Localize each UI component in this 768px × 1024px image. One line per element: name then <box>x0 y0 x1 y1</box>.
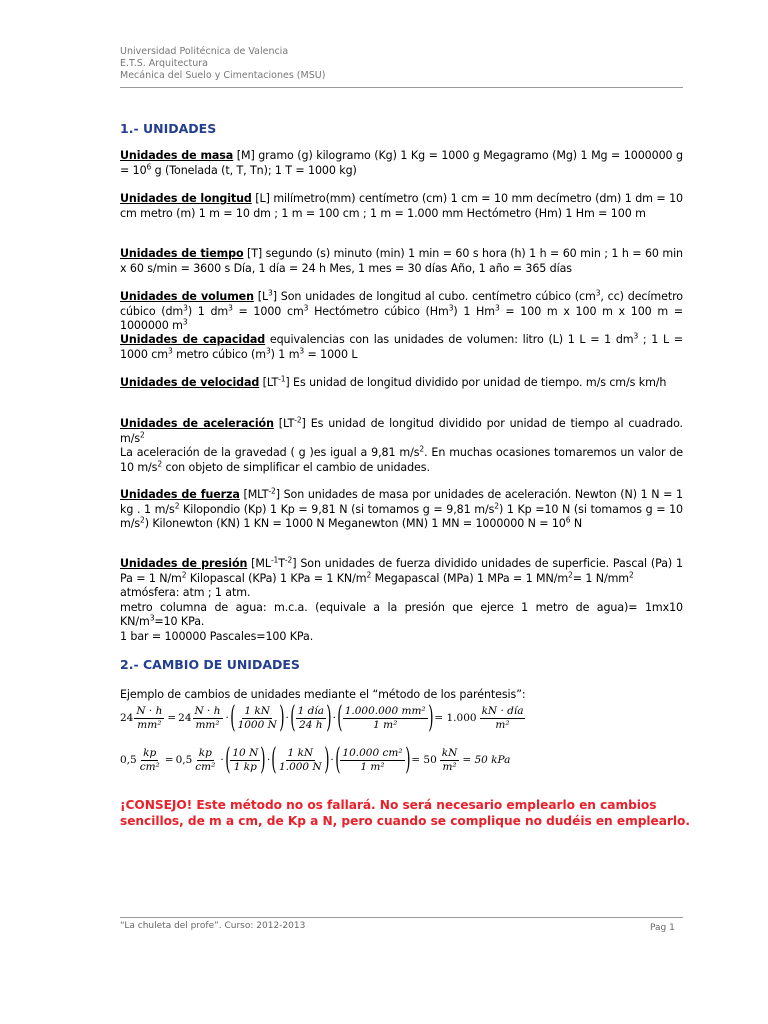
header-school: E.T.S. Arquitectura <box>120 58 208 69</box>
header-divider <box>120 87 683 88</box>
paragraph-masa: Unidades de masa [M] gramo (g) kilogramo (Kg) 1 Kg = 1000 g Megagramo (Mg) 1 Mg = 1000000 $g = 10^6$ g (Tonelada (t, T, Tn); 1 T = 1000 kg) <box>120 149 684 177</box>
page-number: Pag 1 <box>650 923 675 933</box>
footer-divider <box>120 917 683 918</box>
paragraph-intro-cambio: Ejemplo de cambios de unidades mediante el “método de los paréntesis”: <box>120 688 526 701</box>
advice-note: ¡CONSEJO! Este método no os fallará. No será necesario emplearlo en cambios sencillos, de m a cm, de Kp a N, pero cuando se complique no dudéis en emplearlo. <box>120 798 690 828</box>
section-1-title: 1.- UNIDADES <box>120 121 217 136</box>
term-capacidad: Unidades de capacidad <box>120 333 266 346</box>
paragraph-velocidad: Unidades de velocidad $[LT^{-1}]$ Es unidad de longitud dividido por unidad de tiempo. m/s cm/s km/h <box>120 374 667 389</box>
equation-1: 24 $\frac{N \cdot h}{\text{mm²}}$ = 24 $\frac{N \cdot h}{\text{mm²}}$ · ( $\frac{1 kN}{1000 N}$ ) · ( $\frac{\text{1 día}}{24 h}$ ) · ( $\frac{\text{1.000.000 mm²}}{\text{1 m²}}$ ) = 1.000 $\frac{\text{kN · día}}{\text{m²}}$ <box>120 700 524 735</box>
paragraph-tiempo: Unidades de tiempo [T] segundo (s) minuto (min) 1 min = 60 s hora (h) 1 h = 60 min ; 1 h = 60 min x 60 s/min = 3600 s Día, 1 día = 24 h Mes, 1 mes = 30 días Año, 1 año = 365 días <box>120 247 683 275</box>
paragraph-volumen: Unidades de volumen $[L^3]$ Son unidades de longitud al cubo. centímetro cúbico ($cm^3$, cc) decímetro cúbico $(dm^3)$ 1 $dm^3 = 1000$ $cm^3$ Hectómetro cúbico (Hm$^3$) 1 $Hm^3 = 100$ m x 100 m x 100 m = 1000000 $m^3$ <box>120 288 683 332</box>
equation-2: 0,5 $\frac{kp}{\text{cm²}}$ = 0,5 $\frac{kp}{\text{cm²}}$ · ( $\frac{10 N}{1 kp}$ ) · ( $\frac{1 kN}{1.000 N}$ ) · ( $\frac{\text{10.000 cm²}}{\text{1 m²}}$ ) = 50 $\frac{kN}{\text{m²}}$ = 50 kPa <box>120 742 511 777</box>
paragraph-capacidad: Unidades de capacidad equivalencias con las unidades de volumen: litro (L) 1 L = 1 $dm^3$ ; 1 L = 1000 $cm^3$ metro cúbico $(m^3)$ 1 $m^3 = 1000$ L <box>120 331 684 361</box>
term-volumen: Unidades de volumen <box>120 290 254 303</box>
paragraph-presion: Unidades de presión $[ML^{-1}T^{-2}]$ Son unidades de fuerza dividido unidades de superficie. Pascal (Pa) 1 Pa = 1 $N/m^2$ Kilopascal (KPa) 1 KPa = 1 $KN/m^2$ Megapascal (MPa) 1 MPa = 1 $MN/m^2= 1$ $N/mm^2$ atmósfera: atm ; 1 atm. metro columna de agua: m.c.a. (equivale a la presión que ejerce 1 metro de agua)= 1mx10 $KN/m^3=10$ KPa. 1 bar = 100000 Pascales=100 KPa. <box>120 555 683 643</box>
term-masa: Unidades de masa <box>120 149 234 162</box>
term-aceleracion: Unidades de aceleración <box>120 417 274 430</box>
term-fuerza: Unidades de fuerza <box>120 488 240 501</box>
paragraph-longitud: Unidades de longitud [L] milímetro(mm) centímetro (cm) 1 cm = 10 mm decímetro (dm) 1 dm = 10 cm metro (m) 1 m = 10 dm ; 1 m = 100 cm ; 1 m = 1.000 mm Hectómetro (Hm) 1 Hm = 100 m <box>120 192 683 220</box>
header-university: Universidad Politécnica de Valencia <box>120 46 289 57</box>
footer-course-label: “La chuleta del profe”. Curso: 2012-2013 <box>120 921 306 931</box>
page-header <box>120 46 325 82</box>
term-longitud: Unidades de longitud <box>120 192 252 205</box>
term-tiempo: Unidades de tiempo <box>120 247 244 260</box>
paragraph-aceleracion: Unidades de aceleración $[LT^{-2}]$ Es unidad de longitud dividido por unidad de tiempo al cuadrado. $m/s^2$ La aceleración de la gravedad ( g )es igual a 9,81 $m/s^2$. En muchas ocasiones tomaremos un valor de 10 $m/s^2$ con objeto de simplificar el cambio de unidades. <box>120 415 683 474</box>
section-2-title: 2.- CAMBIO DE UNIDADES <box>120 657 300 672</box>
term-presion: Unidades de presión <box>120 557 248 570</box>
term-velocidad: Unidades de velocidad <box>120 376 260 389</box>
header-course: Mecánica del Suelo y Cimentaciones (MSU) <box>120 70 326 81</box>
paragraph-fuerza: Unidades de fuerza $[MLT^{-2}]$ Son unidades de masa por unidades de aceleración. Newton (N) 1 N = 1 kg . 1 $m/s^2$ Kilopondio (Kp) 1 Kp = 9,81 N (si tomamos g = 9,81 $m/s^2$) 1 Kp =10 N (si tomamos g = 10 $m/s^2$) Kilonewton (KN) 1 KN = 1000 N Meganewton (MN) 1 MN = 1000000 $N = 10^6$ N <box>120 486 683 530</box>
